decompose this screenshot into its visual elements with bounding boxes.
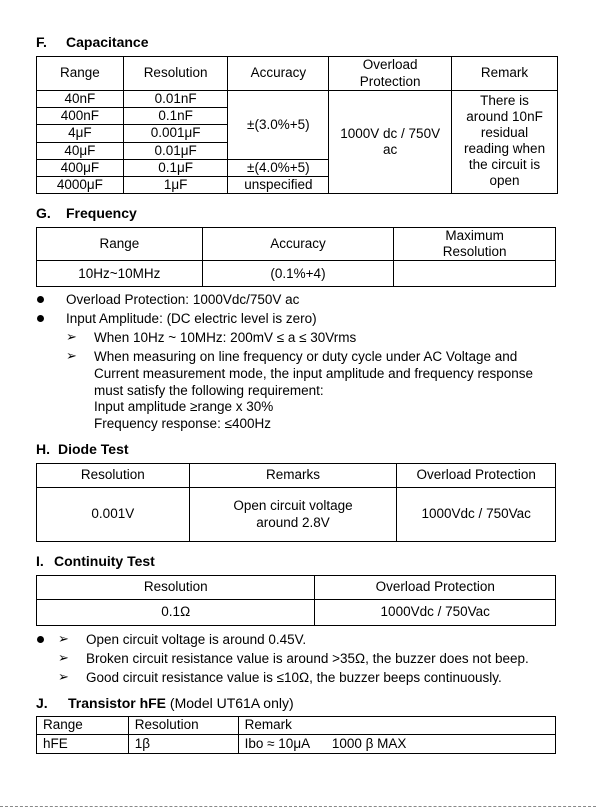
resolution-cell: 0.1Ω xyxy=(37,600,315,626)
col-header-resolution: Resolution xyxy=(128,717,238,735)
section-title: Continuity Test xyxy=(54,553,155,569)
overload-text: 1000V dc / 750V ac xyxy=(340,125,441,158)
arrowhead-icon: ➢ xyxy=(66,329,77,344)
header-text: Maximum Resolution xyxy=(442,228,507,260)
resolution-cell: 0.001V xyxy=(37,488,190,542)
col-header-resolution: Resolution xyxy=(37,464,190,488)
col-header-accuracy: Accuracy xyxy=(202,228,394,261)
bullet-text: Overload Protection: 1000Vdc/750V ac xyxy=(66,292,300,307)
filled-circle-icon xyxy=(37,296,44,303)
filled-circle-icon xyxy=(37,315,44,322)
section-letter: F. xyxy=(36,34,47,50)
frequency-table xyxy=(36,227,556,287)
diode-table xyxy=(36,463,556,542)
accuracy-cell: ±(3.0%+5) xyxy=(228,91,329,160)
col-header-overload-protection: Overload Protection xyxy=(397,464,556,488)
col-header-maximum-resolution xyxy=(394,228,556,261)
sub-item-text: When 10Hz ~ 10MHz: 200mV ≤ a ≤ 30Vrms xyxy=(94,330,357,345)
max-resolution-cell xyxy=(394,261,556,287)
col-header-range: Range xyxy=(37,57,124,91)
range-cell: hFE xyxy=(37,735,129,754)
col-header-overload-protection: Overload Protection xyxy=(315,576,556,600)
sub-item-line: must satisfy the following requirement: xyxy=(94,383,324,398)
resolution-cell: 1β xyxy=(128,735,238,754)
overload-cell: 1000Vdc / 750Vac xyxy=(397,488,556,542)
transistor-table xyxy=(36,716,556,754)
page-divider xyxy=(0,806,596,807)
range-cell: 400μF xyxy=(37,159,124,176)
overload-cell xyxy=(329,91,452,194)
section-heading-capacitance xyxy=(36,34,148,50)
col-header-range: Range xyxy=(37,228,203,261)
section-letter: H. xyxy=(36,441,50,457)
section-heading-continuity-test xyxy=(36,553,155,569)
resolution-cell: 0.001μF xyxy=(123,125,228,142)
continuity-item: Good circuit resistance value is ≤10Ω, the buzzer beeps continuously. xyxy=(86,670,502,685)
resolution-cell: 0.1nF xyxy=(123,108,228,125)
arrowhead-icon: ➢ xyxy=(66,348,77,363)
header-text: Overload Protection xyxy=(359,57,421,89)
col-header-range: Range xyxy=(37,717,129,735)
section-heading-frequency xyxy=(36,205,137,221)
sub-item-line: When measuring on line frequency or duty cycle under AC Voltage and xyxy=(94,349,518,364)
continuity-table xyxy=(36,575,556,626)
section-letter: G. xyxy=(36,205,51,221)
accuracy-cell: (0.1%+4) xyxy=(202,261,394,287)
resolution-cell: 1μF xyxy=(123,176,228,193)
section-heading-transistor xyxy=(36,695,294,711)
sub-item-line: Current measurement mode, the input amplitude and frequency response xyxy=(94,366,534,381)
section-letter: I. xyxy=(36,553,44,569)
remarks-text: Open circuit voltage around 2.8V xyxy=(233,498,353,530)
col-header-resolution: Resolution xyxy=(123,57,228,91)
col-header-remark: Remark xyxy=(452,57,558,91)
arrowhead-icon: ➢ xyxy=(58,650,69,665)
section-heading-diode-test xyxy=(36,441,129,457)
accuracy-cell: ±(4.0%+5) xyxy=(228,159,329,176)
remark-cell xyxy=(452,91,558,194)
section-title: Capacitance xyxy=(66,34,149,50)
col-header-resolution: Resolution xyxy=(37,576,315,600)
capacitance-table xyxy=(36,56,558,194)
section-title: Diode Test xyxy=(58,441,129,457)
range-cell: 40nF xyxy=(37,91,124,108)
continuity-item: Open circuit voltage is around 0.45V. xyxy=(86,632,307,647)
arrowhead-icon: ➢ xyxy=(58,631,69,646)
remark-text: There is around 10nF residual reading when the circuit is open xyxy=(464,93,546,188)
sub-item-line: Input amplitude ≥range x 30% xyxy=(94,399,274,414)
col-header-remark: Remark xyxy=(238,717,555,735)
sub-item-line: Frequency response: ≤400Hz xyxy=(94,416,272,431)
model-note: (Model UT61A only) xyxy=(169,695,294,711)
section-title: Frequency xyxy=(66,205,137,221)
bullet-text: Input Amplitude: (DC electric level is zero) xyxy=(66,311,317,326)
range-cell: 4μF xyxy=(37,125,124,142)
resolution-cell: 0.01μF xyxy=(123,142,228,159)
resolution-cell: 0.01nF xyxy=(123,91,228,108)
range-cell: 10Hz~10MHz xyxy=(37,261,203,287)
filled-circle-icon xyxy=(37,636,44,643)
col-header-overload-protection xyxy=(329,57,452,91)
col-header-remarks: Remarks xyxy=(189,464,397,488)
arrowhead-icon: ➢ xyxy=(58,669,69,684)
resolution-cell: 0.1μF xyxy=(123,159,228,176)
accuracy-cell: unspecified xyxy=(228,176,329,193)
range-cell: 400nF xyxy=(37,108,124,125)
continuity-item: Broken circuit resistance value is around >35Ω, the buzzer does not beep. xyxy=(86,651,529,666)
range-cell: 40μF xyxy=(37,142,124,159)
section-title: Transistor hFE xyxy=(68,695,167,711)
section-letter: J. xyxy=(36,695,48,711)
overload-cell: 1000Vdc / 750Vac xyxy=(315,600,556,626)
range-cell: 4000μF xyxy=(37,176,124,193)
remarks-cell xyxy=(189,488,397,542)
remark-cell: Ibo ≈ 10μA 1000 β MAX xyxy=(238,735,555,754)
col-header-accuracy: Accuracy xyxy=(228,57,329,91)
